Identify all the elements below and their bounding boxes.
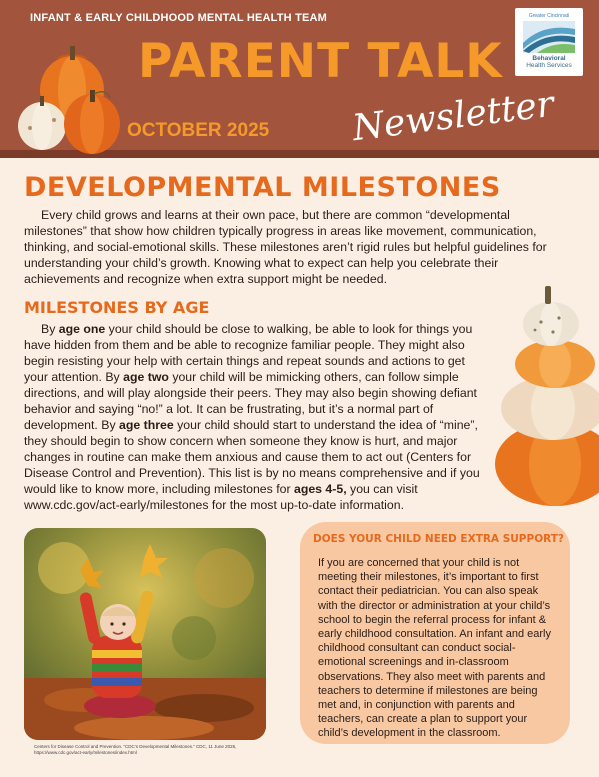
subsection-heading: MILESTONES BY AGE (24, 298, 210, 317)
header-pumpkins-illustration (14, 28, 124, 158)
middle-orange-pumpkin (515, 340, 595, 388)
issue-date: OCTOBER 2025 (127, 120, 270, 141)
stacked-pumpkins-illustration (493, 282, 599, 514)
team-name: INFANT & EARLY CHILDHOOD MENTAL HEALTH TEAM (30, 12, 328, 24)
intro-paragraph: Every child grows and learns at their own pace, but there are common “developmental milestones” that show how children typically progress in areas like movement, communication, thinking, and social-emotional skills. These milestones aren’t rigid rules but helpful guidelines for understanding your child’s growth. Knowing what to expect can help you celebrate their achievements and recognize when extra support might be needed. (24, 208, 547, 286)
logo-name (515, 55, 583, 69)
age-one-emphasis: age one (58, 322, 106, 336)
text-run: you can visit www.cdc.gov/act-early/milestones for the most up-to-date information. (24, 482, 418, 512)
organization-logo (515, 8, 583, 76)
milestones-paragraph (24, 321, 489, 513)
logo-swoosh-icon (523, 21, 575, 53)
ages-four-five-emphasis: ages 4-5, (293, 482, 347, 496)
logo-top-text: Greater Cincinnati (528, 13, 570, 19)
text-run: By (41, 322, 59, 336)
logo-name-line2: Health Services (526, 62, 572, 69)
logo-name-line1: Behavioral (532, 55, 566, 62)
newsletter-title: PARENT TALK (138, 34, 503, 89)
photo-illustration (24, 528, 266, 740)
age-two-emphasis: age two (123, 370, 169, 384)
top-white-pumpkin (523, 286, 579, 346)
age-three-emphasis: age three (119, 418, 174, 432)
child-autumn-photo (24, 528, 266, 740)
text-run: your child should start to understand the idea of “mine”, they should begin to show concern when someone they know is hurt, and major changes in routine can make them anxious and cause them to act out (Centers for Disease Control and Prevention). This list is by no means comprehensive and if you would like to know more, including milestones for (24, 418, 480, 496)
text-run: your child should be close to walking, be able to look for things you have hidden from them and be able to recognize familiar people. They might also begin resisting your help with certain things and repeat sounds and actions to get your attention. By (24, 322, 473, 384)
newsletter-subtitle: Newsletter (350, 83, 557, 150)
text-run: your child will be mimicking others, can follow simple directions, and will play alongside their peers. They may also begin showing defiant behavior and saying “no!” a lot. It can be frustrating, but it’s a normal part of development. By (24, 370, 477, 432)
support-paragraph: If you are concerned that your child is not meeting their milestones, it’s important to first contact their pediatrician. You can also speak with the director or administration at your child’s school to begin the referral process for infant & early childhood consultation. An infant and early childhood consultant can conduct social-emotional screenings and in-classroom observations. They also meet with parents and teachers to determine if milestones are being met and, in conjunction with parents and teachers, can create a plan to support your child’s development in the classroom. (318, 557, 551, 740)
photo-citation: Centers for Disease Control and Prevention. “CDC’s Developmental Milestones.” CDC, 11 June 2025, https://www.cdc.gov/act-early/milestones/index.html (34, 744, 237, 755)
section-heading: DEVELOPMENTAL MILESTONES (24, 172, 501, 203)
support-heading: DOES YOUR CHILD NEED EXTRA SUPPORT? (313, 533, 564, 545)
